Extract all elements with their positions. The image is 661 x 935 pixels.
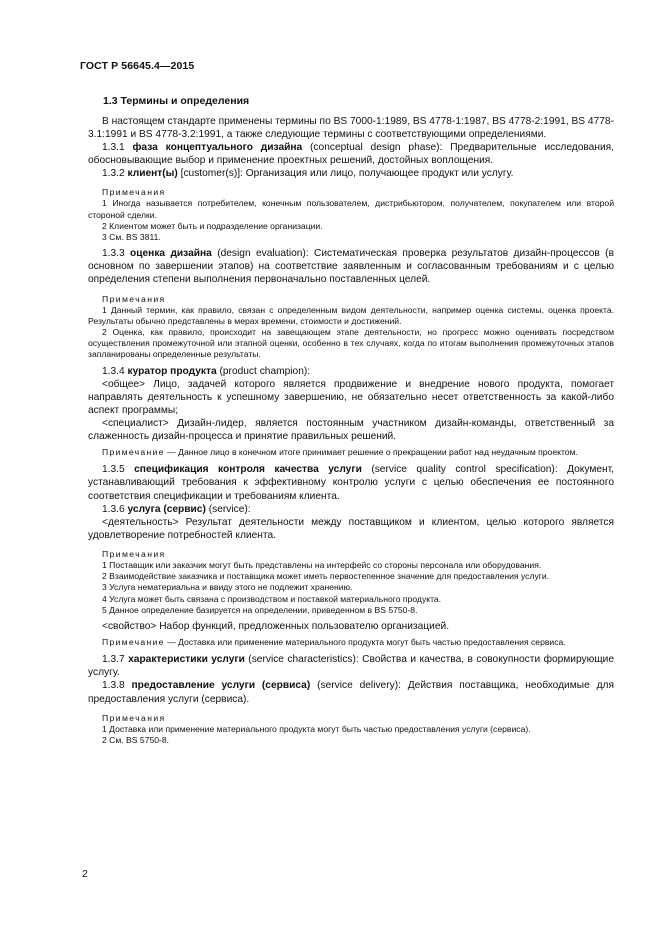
notes-title: Примечания [102,548,166,559]
term-definition: (service): [205,503,251,515]
note-item: 1 Поставщик или заказчик могут быть представлены на интерфейс со стороны персонала или оборудования. [102,559,542,570]
term-number: 1.3.7 [102,654,125,666]
term-definition: (conceptual design phase): Предварительные исследования, обосновывающие выбор и применение проектных решений, достойных воплощения. [88,142,614,167]
note-item: 1 Доставка или применение материального продукта могут быть частью предоставления услуги (сервиса). [102,723,531,734]
note-item: 1 Иногда называется потребителем, конечным пользователем, дистрибьютором, получателем, покупателем или второй стороной сделки. [88,198,614,220]
note-item: 2 Взаимодействие заказчика и поставщика может иметь первостепенное значение для предоставления услуги. [102,571,550,582]
term-number: 1.3.6 [102,503,125,515]
note-single [88,637,614,648]
term-name: характеристики услуги [128,654,245,666]
term-1-3-2 [88,167,614,180]
notes-title: Примечания [102,293,166,304]
term-name: клиент(ы) [127,168,178,180]
term-definition: [customer(s)]: Организация или лицо, получающее продукт или услугу. [177,168,514,180]
term-1-3-8 [88,679,614,705]
note-item: 3 Услуга нематериальна и ввиду этого не подлежит хранению. [102,582,353,593]
term-definition: (service quality control specification): Документ, устанавливающий требования к эффективному контролю услуги с целью обеспечения ее постоянного соответствия спецификации и требованиям клиента. [88,464,614,502]
note-item: 4 Услуга может быть связана с производством и поставкой материального продукта. [102,593,442,604]
note-item: 1 Данный термин, как правило, связан с определенным видом деятельности, например оценка системы, оценка проекта. Результаты обычно представлены в мерах времени, стоимости и достижений. [88,304,614,326]
notes-title: Примечания [102,187,166,198]
note-label: Примечание [102,637,165,648]
term-1-3-4 [88,365,614,378]
term-1-3-3 [88,247,614,286]
note-item: 2 Клиентом может быть и подразделение организации. [102,220,323,231]
note-label: Примечание [102,447,165,458]
term-number: 1.3.4 [102,365,125,377]
note-single [88,447,614,458]
term-number: 1.3.5 [102,464,125,476]
term-1-3-4-general: <общее> Лицо, задачей которого является продвижение и внедрение нового продукта, помогает направлять деятельность к успешному завершению, не обязательно несет ответственность за какой-либо аспект программы; [88,378,614,416]
term-name: услуга (сервис) [127,503,206,515]
term-name: куратор продукта [127,365,217,377]
term-1-3-6 [88,503,614,516]
term-1-3-4-specialist: <специалист> Дизайн-лидер, является постоянным участником дизайн-команды, ответственный за слаженность дизайн-процесса и принятие правильных решений. [88,417,614,443]
term-number: 1.3.3 [102,248,125,260]
term-number: 1.3.2 [102,168,125,180]
term-number: 1.3.8 [102,680,125,692]
section-title: 1.3 Термины и определения [103,95,250,107]
note-item: 5 Данное определение базируется на определении, приведенном в BS 5750-8. [102,604,418,615]
note-dash: — [164,637,179,648]
term-name: спецификация контроля качества услуги [134,464,362,476]
note-text: Доставка или применение материального продукта могут быть частью предоставления сервиса. [178,637,566,648]
note-item: 2 См. BS 5750-8. [102,734,170,745]
note-dash: — [164,447,179,458]
term-name: оценка дизайна [130,248,212,260]
note-item: 3 См. BS 3811. [102,232,161,243]
term-definition: (design evaluation): Систематическая проверка результатов дизайн-процессов (в основном по завершении этапов) на соответствие заявленным и согласованным требованиям и с целью определения степени выполнения первоначально поставленных целей. [88,248,614,286]
term-1-3-6-activity: <деятельность> Результат деятельности между поставщиком и клиентом, целью которого является удовлетворение потребностей клиента. [88,516,614,541]
term-definition: (product champion): [216,365,311,377]
term-name: предоставление услуги (сервиса) [131,680,311,692]
document-body [88,92,614,746]
term-number: 1.3.1 [102,142,125,154]
term-definition: (service characteristics): Свойства и качества, в совокупности формирующие услугу. [88,654,614,679]
page-number: 2 [82,868,88,880]
term-definition: (service delivery): Действия поставщика, необходимые для предоставления услуги (сервиса). [88,680,614,705]
term-1-3-6-property: <свойство> Набор функций, предложенных пользователю организацией. [102,620,450,632]
term-name: фаза концептуального дизайна [132,142,303,154]
term-1-3-7 [88,653,614,679]
section-intro: В настоящем стандарте применены термины по BS 7000-1:1989, BS 4778-1:1987, BS 4778-2:1991, BS 4778-3.1:1991 и BS 4778-3.2:1991, а также следующие термины с соответствующими определениями. [88,116,614,141]
term-1-3-5 [88,463,614,502]
note-item: 2 Оценка, как правило, происходит на завещающем этапе деятельности, но прогресс можно оценивать посредством осуществления промежуточной или этапной оценки, особенно в тех случаях, когда по итогам выполнения промежуточных этапов запланированы определенные результаты. [88,326,614,360]
term-1-3-1 [88,141,614,167]
note-text: Данное лицо в конечном итоге принимает решение о прекращении работ над неудачным проектом. [178,447,578,458]
document-header: ГОСТ Р 56645.4—2015 [80,60,195,72]
notes-title: Примечания [102,712,166,723]
